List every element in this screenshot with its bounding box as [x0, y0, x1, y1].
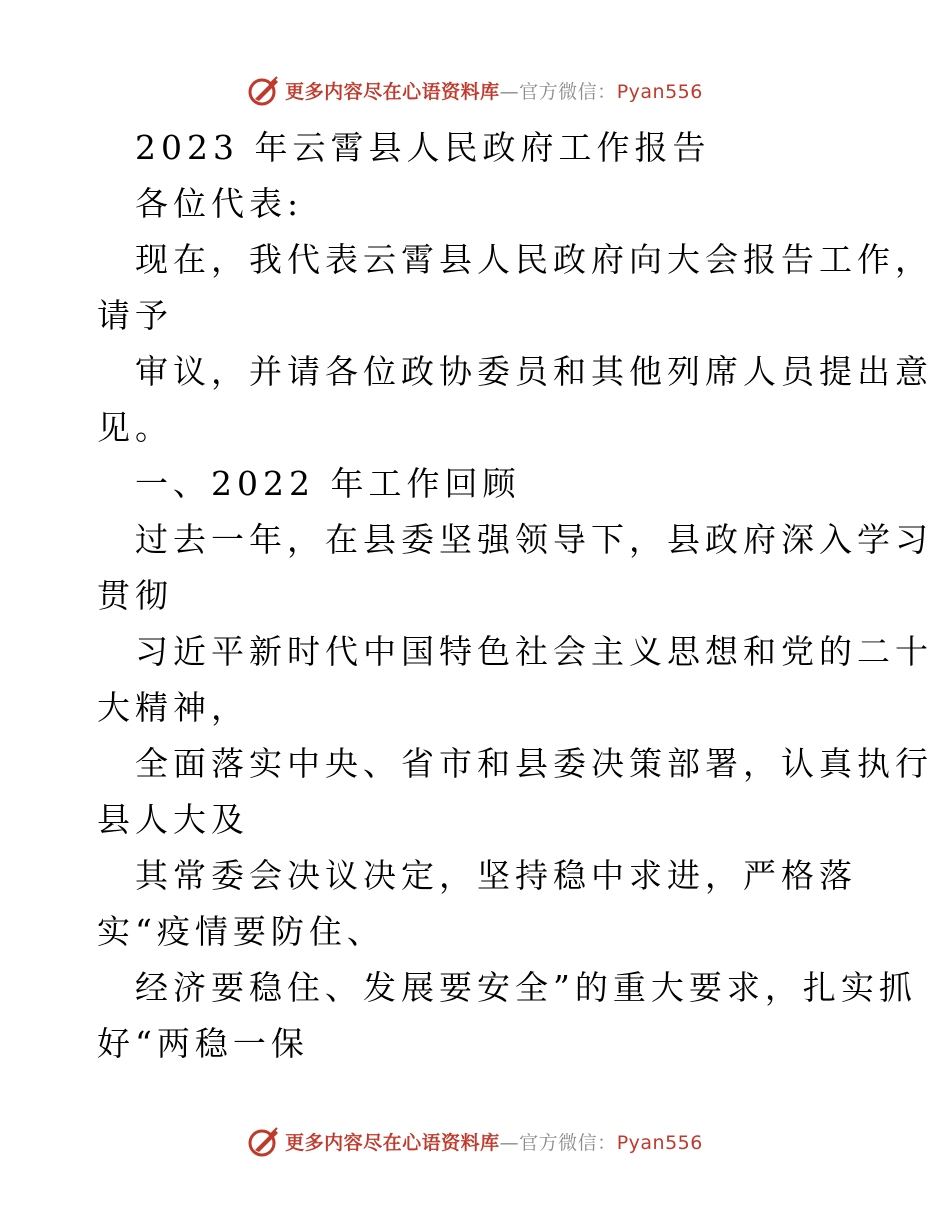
salutation: 各位代表:: [135, 184, 304, 223]
document-body: [97, 120, 933, 1072]
text-line: 全面落实中央、省市和县委决策部署，认真执行: [135, 744, 933, 783]
watermark-label: —官方微信：: [499, 80, 617, 103]
header-watermark: [0, 70, 950, 110]
text-line: 大精神，: [97, 688, 249, 727]
watermark-wechat-id: Pyan556: [616, 80, 703, 103]
text-line: 贯彻: [97, 576, 173, 615]
document-title: 2023 年云霄县人民政府工作报告: [135, 128, 711, 167]
footer-watermark: [0, 1121, 950, 1161]
watermark-title: 更多内容尽在心语资料库: [285, 1131, 500, 1154]
watermark-label: —官方微信：: [499, 1131, 617, 1154]
text-line: 其常委会决议决定，坚持稳中求进，严格落: [135, 856, 857, 895]
watermark-title: 更多内容尽在心语资料库: [285, 80, 500, 103]
text-line: 请予: [97, 296, 173, 335]
feather-pen-icon: [247, 1124, 281, 1158]
text-line: 现在，我代表云霄县人民政府向大会报告工作，: [135, 240, 933, 279]
text-line: 审议，并请各位政协委员和其他列席人员提出意: [135, 352, 933, 391]
feather-pen-icon: [247, 73, 281, 107]
text-line: 过去一年，在县委坚强领导下，县政府深入学习: [135, 520, 933, 559]
section-heading: 一、2022 年工作回顾: [135, 464, 521, 503]
text-line: 见。: [97, 408, 173, 447]
text-line: 好“两稳一保: [97, 1024, 309, 1063]
text-line: 经济要稳住、发展要安全”的重大要求，扎实抓: [135, 968, 917, 1007]
text-line: 县人大及: [97, 800, 249, 839]
text-line: 习近平新时代中国特色社会主义思想和党的二十: [135, 632, 933, 671]
watermark-wechat-id: Pyan556: [616, 1131, 703, 1154]
text-line: 实“疫情要防住、: [97, 912, 385, 951]
